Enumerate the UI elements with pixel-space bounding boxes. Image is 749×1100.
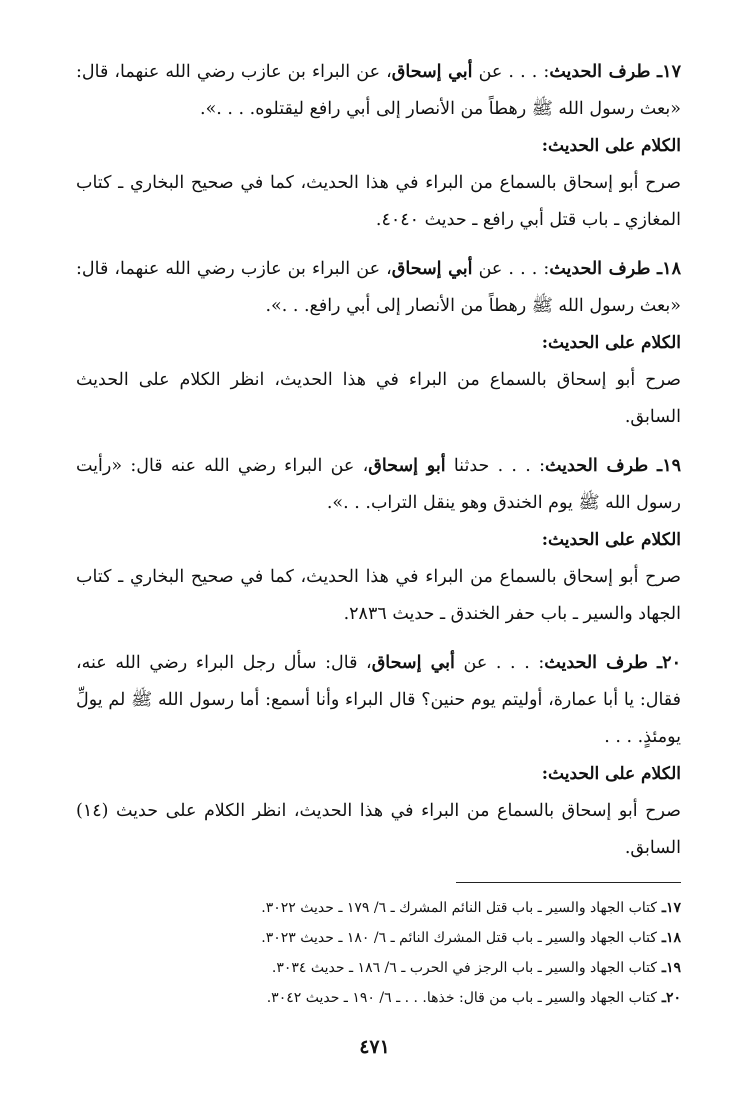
hadith-entry-17: [76, 54, 681, 239]
footnote-number: ١٨ـ: [656, 930, 681, 946]
footnote-item: [76, 923, 681, 953]
entry-label: طرف الحديث: [549, 62, 651, 82]
kalam-heading: الكلام على الحديث:: [541, 136, 681, 156]
entry-post: ، عن البراء بن عازب رضي الله عنهما، قال: «بعث رسول الله ﷺ رهطاً من الأنصار إلى أبي رافع. . .».: [76, 259, 681, 316]
kalam-heading: الكلام على الحديث:: [541, 530, 681, 550]
footnote-number: ٢٠ـ: [656, 990, 681, 1006]
hadith-entry-19: [76, 448, 681, 633]
footnote-number: ١٧ـ: [656, 900, 681, 916]
kalam-heading: الكلام على الحديث:: [541, 333, 681, 353]
footnote-text: كتاب الجهاد والسير ـ باب قتل المشرك النائم ـ ٦/ ١٨٠ ـ حديث ٣٠٢٣.: [261, 930, 657, 946]
narrator-name: أبي إسحاق: [391, 62, 473, 82]
entry-post: ، عن البراء بن عازب رضي الله عنهما، قال: «بعث رسول الله ﷺ رهطاً من الأنصار إلى أبي رافع ليقتلوه. . . .».: [76, 62, 681, 119]
hadith-text: [76, 54, 681, 128]
kalam-text: صرح أبو إسحاق بالسماع من البراء في هذا الحديث، انظر الكلام على حديث (١٤) السابق.: [76, 801, 681, 858]
entry-post: ، عن البراء رضي الله عنه قال: «رأيت رسول الله ﷺ يوم الخندق وهو ينقل التراب. . .».: [76, 456, 681, 513]
page-number: ٤٧١: [359, 1036, 390, 1058]
entry-number: ٢٠ـ: [647, 653, 681, 673]
narrator-name: أبي إسحاق: [391, 259, 473, 279]
footnote-number: ١٩ـ: [656, 960, 681, 976]
entry-post: ، قال: سأل رجل البراء رضي الله عنه، فقال: يا أبا عمارة، أوليتم يوم حنين؟ قال البراء وأنا أسمع: أما رسول الله ﷺ لم يولِّ يومئذٍ. . . .: [76, 653, 681, 747]
footnote-item: [76, 983, 681, 1013]
entry-label: طرف الحديث: [549, 259, 651, 279]
entry-pre: : . . . عن: [472, 62, 550, 82]
entry-number: ١٧ـ: [650, 62, 681, 82]
footnote-text: كتاب الجهاد والسير ـ باب قتل النائم المشرك ـ ٦/ ١٧٩ ـ حديث ٣٠٢٢.: [261, 900, 657, 916]
footnotes: [76, 893, 681, 1013]
footnote-text: كتاب الجهاد والسير ـ باب من قال: خذها. . . ـ ٦/ ١٩٠ ـ حديث ٣٠٤٢.: [266, 990, 657, 1006]
footnote-item: [76, 953, 681, 983]
footnote-divider: [456, 882, 681, 883]
entry-pre: : . . . عن: [472, 259, 550, 279]
kalam-heading: الكلام على الحديث:: [541, 764, 681, 784]
hadith-text: [76, 448, 681, 522]
narrator-name: أبي إسحاق: [371, 653, 455, 673]
entry-number: ١٨ـ: [650, 259, 681, 279]
footnote-item: [76, 893, 681, 923]
entry-label: طرف الحديث: [544, 653, 648, 673]
kalam-text: صرح أبو إسحاق بالسماع من البراء في هذا الحديث، انظر الكلام على الحديث السابق.: [76, 370, 681, 427]
hadith-text: [76, 645, 681, 756]
hadith-entry-20: [76, 645, 681, 867]
entry-label: طرف الحديث: [544, 456, 649, 476]
entry-number: ١٩ـ: [648, 456, 681, 476]
kalam-text: صرح أبو إسحاق بالسماع من البراء في هذا الحديث، كما في صحيح البخاري ـ كتاب المغازي ـ باب قتل أبي رافع ـ حديث ٤٠٤٠.: [76, 173, 681, 230]
entry-pre: : . . . عن: [454, 653, 545, 673]
entry-pre: : . . . حدثنا: [445, 456, 545, 476]
narrator-name: أبو إسحاق: [368, 456, 446, 476]
footnote-text: كتاب الجهاد والسير ـ باب الرجز في الحرب ـ ٦/ ١٨٦ ـ حديث ٣٠٣٤.: [271, 960, 657, 976]
main-text: [76, 54, 681, 879]
hadith-entry-18: [76, 251, 681, 436]
hadith-text: [76, 251, 681, 325]
kalam-text: صرح أبو إسحاق بالسماع من البراء في هذا الحديث، كما في صحيح البخاري ـ كتاب الجهاد والسير ـ باب حفر الخندق ـ حديث ٢٨٣٦.: [76, 567, 681, 624]
